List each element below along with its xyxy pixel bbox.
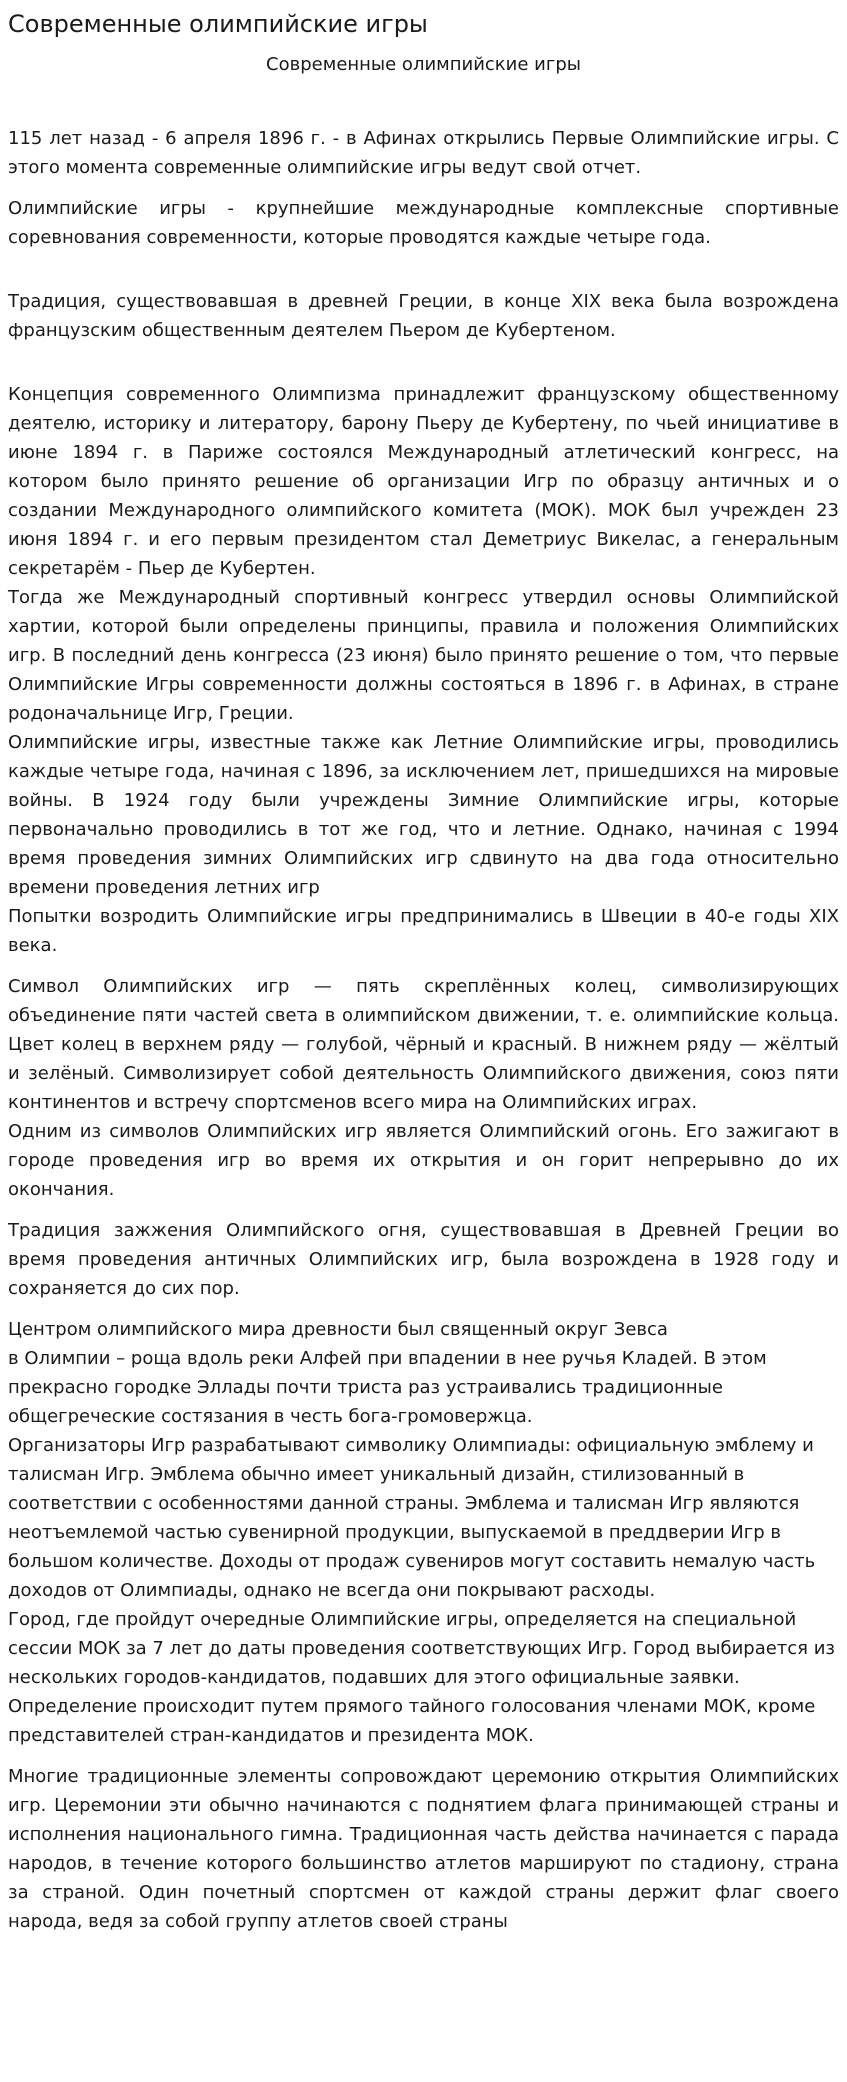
paragraph-emblem-mascot: Организаторы Игр разрабатывают символику Олимпиады: официальную эмблему и талисман Игр. Эмблема обычно имеет уникальный дизайн, стилизованный в соответствии с особенностями данной страны. Эмблема и талисман Игр являются неотъемлемой частью сувенирной продукции, выпускаемой в преддверии Игр в большом количестве. Доходы от продаж сувениров могут составить немалую часть доходов от Олимпиады, однако не всегда они покрывают расходы. [8, 1435, 816, 1601]
paragraph-symbol-rings: Символ Олимпийских игр — пять скреплённых колец, символизирующих объединение пяти частей света в олимпийском движении, т. е. олимпийские кольца. Цвет колец в верхнем ряду — голубой, чёрный и красный. В нижнем ряду — жёлтый и зелёный. Символизирует собой деятельность Олимпийского движения, союз пяти континентов и встречу спортсменов всего мира на Олимпийских играх. [8, 976, 839, 1113]
paragraph-summer-winter: Олимпийские игры, известные также как Летние Олимпийские игры, проводились каждые четыре года, начиная с 1896, за исключением лет, пришедшихся на мировые войны. В 1924 году были учреждены Зимние Олимпийские игры, которые первоначально проводились в тот же год, что и летние. Однако, начиная с 1994 время проведения зимних Олимпийских игр сдвинуто на два года относительно времени проведения летних игр [8, 732, 839, 898]
paragraph-tradition: Традиция, существовавшая в древней Греции, в конце XIX века была возрождена французским общественным деятелем Пьером де Кубертеном. [8, 291, 839, 341]
paragraph-host-city: Город, где пройдут очередные Олимпийские игры, определяется на специальной сессии МОК за 7 лет до даты проведения соответствующих Игр. Город выбирается из нескольких городов-кандидатов, подавших для этого официальные заявки. Определение происходит путем прямого тайного голосования членами МОК, кроме представителей стран-кандидатов и президента МОК. [8, 1609, 835, 1746]
document-subtitle: Современные олимпийские игры [266, 54, 581, 75]
paragraph-sweden: Попытки возродить Олимпийские игры предпринимались в Швеции в 40-е годы XIX века. [8, 906, 839, 956]
paragraph-definition: Олимпийские игры - крупнейшие международные комплексные спортивные соревнования современности, которые проводятся каждые четыре года. [8, 198, 839, 248]
paragraph-flame-tradition: Традиция зажжения Олимпийского огня, существовавшая в Древней Греции во время проведения античных Олимпийских игр, была возрождена в 1928 году и сохраняется до сих пор. [8, 1220, 839, 1299]
paragraph-first-olympics: 115 лет назад - 6 апреля 1896 г. - в Афинах открылись Первые Олимпийские игры. С этого момента современные олимпийские игры ведут свой отчет. [8, 128, 839, 178]
paragraph-opening-ceremony: Многие традиционные элементы сопровождают церемонию открытия Олимпийских игр. Церемонии эти обычно начинаются с поднятием флага принимающей страны и исполнения национального гимна. Традиционная часть действа начинается с парада народов, в течение которого большинство атлетов маршируют по стадиону, страна за страной. Один почетный спортсмен от каждой страны держит флаг своего народа, ведя за собой группу атлетов своей страны [8, 1766, 839, 1932]
paragraph-olympic-flame: Одним из символов Олимпийских игр является Олимпийский огонь. Его зажигают в городе проведения игр во время их открытия и он горит непрерывно до их окончания. [8, 1121, 839, 1200]
paragraph-charter: Тогда же Международный спортивный конгресс утвердил основы Олимпийской хартии, которой были определены принципы, правила и положения Олимпийских игр. В последний день конгресса (23 июня) было принято решение о том, что первые Олимпийские Игры современности должны состояться в 1896 г. в Афинах, в стране родоначальнице Игр, Греции. [8, 587, 839, 724]
page-title: Современные олимпийские игры [8, 10, 428, 38]
paragraph-concept: Концепция современного Олимпизма принадлежит французскому общественному деятелю, историку и литератору, барону Пьеру де Кубертену, по чьей инициативе в июне 1894 г. в Париже состоялся Международный атлетический конгресс, на котором было принято решение об организации Игр по образцу античных и о создании Международного олимпийского комитета (МОК). МОК был учрежден 23 июня 1894 г. и его первым президентом стал Деметриус Викелас, а генеральным секретарём - Пьер де Кубертен. [8, 384, 839, 579]
paragraph-olympia-center: Центром олимпийского мира древности был священный округ Зевса в Олимпии – роща вдоль реки Алфей при впадении в нее ручья Кладей. В этом прекрасно городке Эллады почти триста раз устраивались традиционные общегреческие состязания в честь бога-громовержца. [8, 1319, 767, 1427]
